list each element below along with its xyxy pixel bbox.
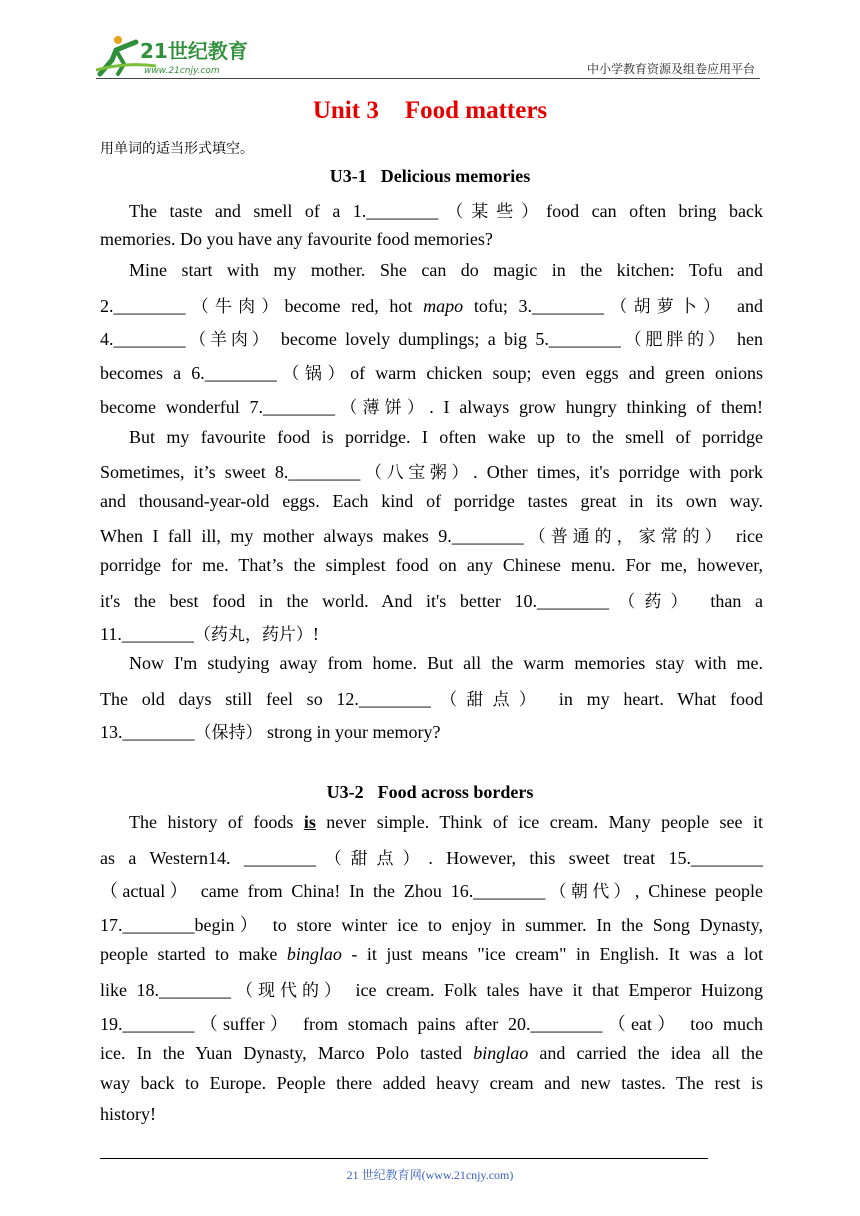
- instruction-text: 用单词的适当形式填空。: [100, 141, 254, 157]
- text-line: memories. Do you have any favourite food memories?: [100, 229, 493, 249]
- text-line: as a Western14. ________（甜点）. However, this sweet treat 15.________: [100, 848, 764, 869]
- text-line: The old days still feel so 12.________（甜点） in my heart. What food: [100, 689, 764, 710]
- text-line: 4.________（羊肉） become lovely dumplings; a big 5.________（肥胖的） hen: [100, 329, 763, 350]
- section-title: [0, 782, 860, 803]
- text-line: 2.________（牛肉）become red, hot mapo tofu; 3.________（胡萝卜） and: [100, 296, 764, 317]
- text-line: Sometimes, it’s sweet 8.________（八宝粥）. Other times, it's porridge with pork: [100, 462, 763, 483]
- text-line: it's the best food in the world. And it's better 10.________（药） than a: [100, 591, 763, 612]
- text-line: becomes a 6.________（锅）of warm chicken soup; even eggs and green onions: [100, 363, 763, 384]
- footer-divider: [100, 1158, 708, 1159]
- page-title: [0, 97, 860, 125]
- text-line: Now I'm studying away from home. But all the warm memories stay with me.: [129, 653, 763, 673]
- text-line: 19.________（suffer） from stomach pains after 20.________（eat） too much: [100, 1014, 763, 1034]
- text-line: （actual） came from China! In the Zhou 16.________（朝代）, Chinese people: [100, 881, 763, 902]
- text-line: The history of foods is never simple. Think of ice cream. Many people see it: [129, 812, 763, 832]
- text-line: But my favourite food is porridge. I often wake up to the smell of porridge: [129, 427, 763, 447]
- section-name: Delicious memories: [380, 166, 531, 186]
- logo-url: www.21cnjy.com: [144, 66, 220, 76]
- section-label: U3-1: [329, 166, 367, 186]
- platform-name: 中小学教育资源及组卷应用平台: [586, 62, 755, 76]
- text-line: and thousand-year-old eggs. Each kind of porridge tastes great in its own way.: [100, 491, 763, 511]
- footer-text: 21 世纪教育网(www.21cnjy.com): [346, 1168, 514, 1182]
- text-line: way back to Europe. People there added heavy cream and new tastes. The rest is: [100, 1073, 763, 1093]
- header-divider: [96, 78, 760, 79]
- text-line: 13.________（保持） strong in your memory?: [100, 722, 441, 743]
- title-topic: Food matters: [404, 97, 548, 124]
- page-header: [0, 0, 860, 80]
- text-line: porridge for me. That’s the simplest food on any Chinese menu. For me, however,: [100, 555, 763, 575]
- section-title: [0, 166, 860, 187]
- text-line: Mine start with my mother. She can do magic in the kitchen: Tofu and: [129, 260, 763, 280]
- text-line: like 18.________（现代的） ice cream. Folk tales have it that Emperor Huizong: [100, 980, 763, 1001]
- text-line: The taste and smell of a 1.________（某些）food can often bring back: [129, 201, 763, 222]
- text-line: 17.________begin） to store winter ice to enjoy in summer. In the Song Dynasty,: [100, 915, 763, 935]
- text-line: ice. In the Yuan Dynasty, Marco Polo tasted binglao and carried the idea all the: [100, 1043, 763, 1063]
- text-line: people started to make binglao - it just means "ice cream" in English. It was a lot: [100, 944, 763, 964]
- site-logo: [96, 30, 266, 78]
- section-label: U3-2: [326, 782, 364, 802]
- title-unit: Unit 3: [312, 97, 379, 124]
- text-line: When I fall ill, my mother always makes 9.________（普通的，家常的） rice: [100, 526, 763, 547]
- section-name: Food across borders: [377, 782, 534, 802]
- logo-text: 21世纪教育: [140, 39, 248, 63]
- text-line: 11.________（药丸，药片）!: [100, 624, 319, 645]
- text-line: history!: [100, 1104, 156, 1124]
- text-line: become wonderful 7.________（薄饼）. I always grow hungry thinking of them!: [100, 397, 764, 418]
